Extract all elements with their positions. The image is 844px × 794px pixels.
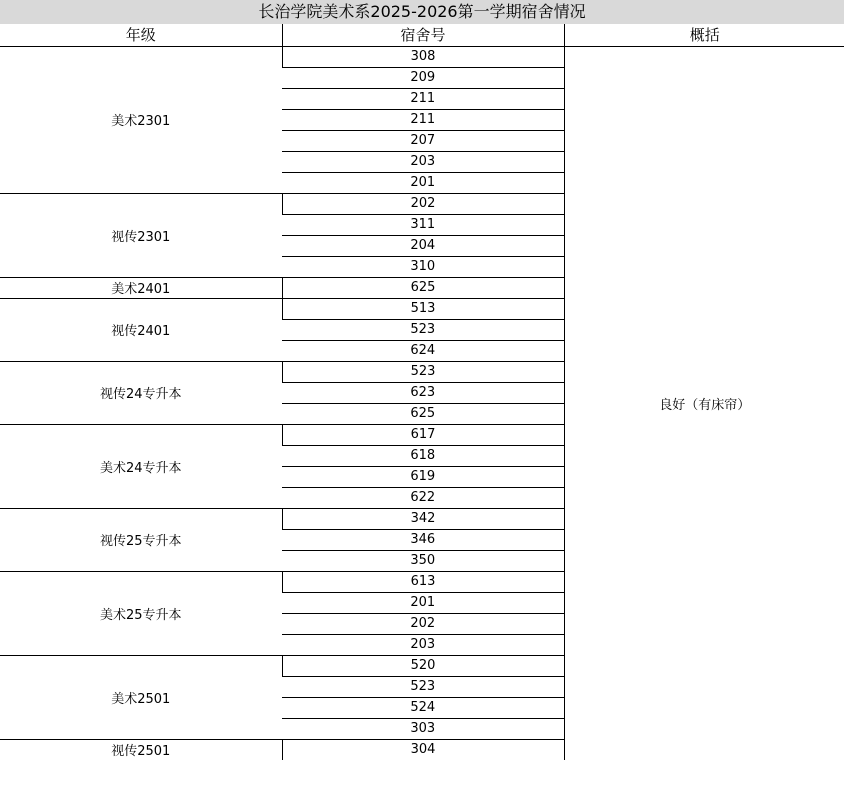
grade-cell: 美术24专升本 bbox=[0, 424, 282, 508]
grade-cell: 美术2301 bbox=[0, 46, 282, 193]
grade-cell: 视传24专升本 bbox=[0, 361, 282, 424]
summary-cell: 良好（有床帘） bbox=[564, 46, 844, 760]
grade-cell: 视传2301 bbox=[0, 193, 282, 277]
room-cell: 613 bbox=[282, 571, 564, 592]
room-cell: 513 bbox=[282, 298, 564, 319]
grade-cell: 美术2501 bbox=[0, 655, 282, 739]
room-cell: 520 bbox=[282, 655, 564, 676]
room-cell: 304 bbox=[282, 739, 564, 760]
room-cell: 201 bbox=[282, 172, 564, 193]
room-cell: 342 bbox=[282, 508, 564, 529]
room-cell: 623 bbox=[282, 382, 564, 403]
room-cell: 204 bbox=[282, 235, 564, 256]
header-summary: 概括 bbox=[564, 24, 844, 46]
grade-cell: 美术25专升本 bbox=[0, 571, 282, 655]
room-cell: 310 bbox=[282, 256, 564, 277]
room-cell: 524 bbox=[282, 697, 564, 718]
room-cell: 622 bbox=[282, 487, 564, 508]
room-cell: 207 bbox=[282, 130, 564, 151]
room-cell: 202 bbox=[282, 193, 564, 214]
header-grade: 年级 bbox=[0, 24, 282, 46]
room-cell: 211 bbox=[282, 109, 564, 130]
room-cell: 624 bbox=[282, 340, 564, 361]
grade-cell: 视传2401 bbox=[0, 298, 282, 361]
header-room: 宿舍号 bbox=[282, 24, 564, 46]
room-cell: 625 bbox=[282, 277, 564, 298]
room-cell: 311 bbox=[282, 214, 564, 235]
room-cell: 619 bbox=[282, 466, 564, 487]
room-cell: 203 bbox=[282, 634, 564, 655]
room-cell: 625 bbox=[282, 403, 564, 424]
sheet-title: 长治学院美术系2025-2026第一学期宿舍情况 bbox=[0, 0, 844, 24]
room-cell: 211 bbox=[282, 88, 564, 109]
room-cell: 308 bbox=[282, 46, 564, 67]
room-cell: 203 bbox=[282, 151, 564, 172]
grade-cell: 美术2401 bbox=[0, 277, 282, 298]
room-cell: 346 bbox=[282, 529, 564, 550]
room-cell: 350 bbox=[282, 550, 564, 571]
room-cell: 303 bbox=[282, 718, 564, 739]
grade-cell: 视传25专升本 bbox=[0, 508, 282, 571]
room-cell: 523 bbox=[282, 319, 564, 340]
room-cell: 523 bbox=[282, 361, 564, 382]
header-row bbox=[0, 24, 844, 46]
dorm-table bbox=[0, 24, 844, 760]
room-cell: 202 bbox=[282, 613, 564, 634]
grade-cell: 视传2501 bbox=[0, 739, 282, 760]
room-cell: 523 bbox=[282, 676, 564, 697]
table-body bbox=[0, 46, 844, 760]
room-cell: 617 bbox=[282, 424, 564, 445]
room-cell: 201 bbox=[282, 592, 564, 613]
table-row bbox=[0, 46, 844, 67]
room-cell: 618 bbox=[282, 445, 564, 466]
room-cell: 209 bbox=[282, 67, 564, 88]
